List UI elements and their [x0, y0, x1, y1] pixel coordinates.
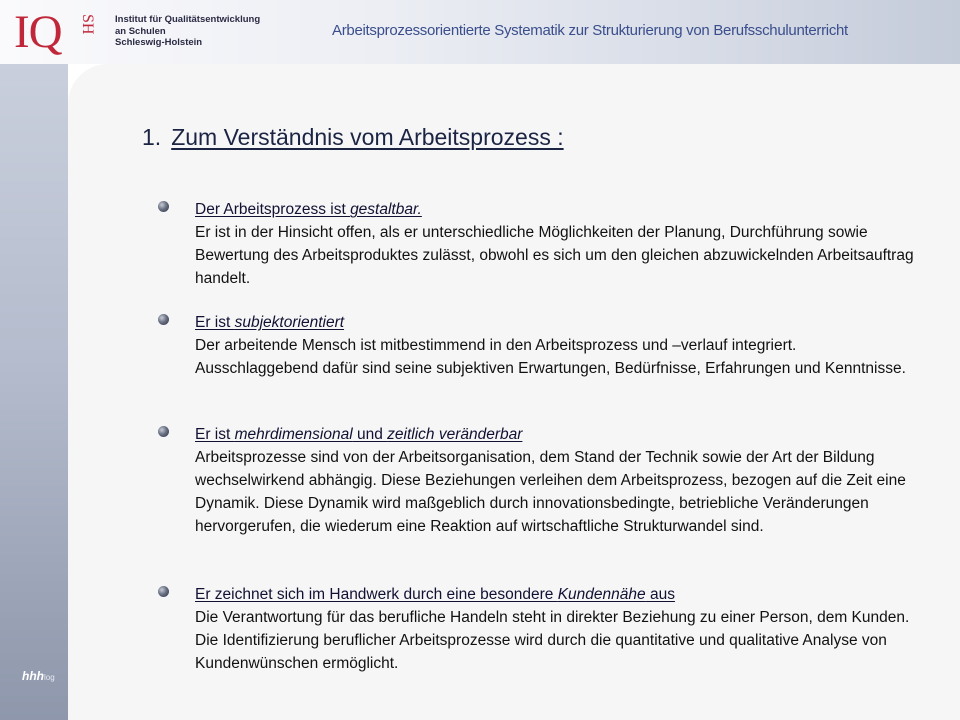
bullet-text: Der arbeitende Mensch ist mitbestimmend in den Arbeitsprozess und –verlauf integriert. Ausschlaggebend dafür sind seine subjektiven Erwartungen, Bedürfnisse, Erfahrungen und Kenntnisse.	[195, 337, 906, 377]
slide-title	[142, 124, 564, 151]
bullet-body	[195, 423, 915, 538]
bullet-heading	[195, 426, 522, 443]
bullet-heading-emphasis: mehrdimensional	[234, 426, 353, 443]
institute-line: Institut für Qualitätsentwicklung	[115, 14, 261, 25]
bullet-dot-icon	[158, 586, 169, 597]
bullet-heading	[195, 586, 675, 603]
bullet-heading-emphasis: zeitlich veränderbar	[387, 426, 523, 443]
slide-title-number: 1.	[142, 124, 162, 150]
bullet-body	[195, 198, 915, 290]
bullet-text: Arbeitsprozesse sind von der Arbeitsorganisation, dem Stand der Technik sowie der Art der Bildung wechselwirkend abhängig. Diese Beziehungen verleihen dem Arbeitsprozess, bezogen auf die Zeit eine Dynamik. Diese Dynamik wird maßgeblich durch innovationsbedingte, betriebliche Veränderungen hervorgerufen, die wiederum eine Reaktion auf wirtschaftliche Strukturwandel sind.	[195, 449, 906, 535]
iqsh-logo-vertical	[78, 12, 98, 56]
presentation-title: Arbeitsprozessorientierte Systematik zur Strukturierung von Berufsschulunterricht	[332, 22, 848, 39]
bullet-heading	[195, 314, 344, 331]
header-bar	[0, 0, 960, 64]
bullet-heading-text: Er ist	[195, 314, 235, 331]
hhh-logo-suffix: log	[44, 673, 55, 682]
bullet-heading-text: Er zeichnet sich im Handwerk durch eine besondere	[195, 586, 558, 603]
bullet-heading-text: aus	[645, 586, 675, 603]
bullet-body	[195, 583, 915, 675]
bullet-body	[195, 311, 915, 380]
hhh-logo	[22, 669, 55, 683]
bullet-heading-emphasis: subjektorientiert	[234, 314, 345, 331]
institute-name	[115, 14, 260, 49]
hhh-logo-text: hhh	[22, 669, 44, 683]
left-sidebar	[0, 64, 68, 720]
bullet-dot-icon	[158, 426, 169, 437]
iqsh-logo: IQ	[14, 6, 62, 58]
bullet-heading-emphasis: Kundennähe	[557, 586, 646, 603]
bullet-heading-emphasis: gestaltbar.	[350, 201, 422, 218]
bullet-dot-icon	[158, 201, 169, 212]
bullet-heading	[195, 201, 422, 218]
bullet-heading-text: Er ist	[195, 426, 235, 443]
bullet-text: Er ist in der Hinsicht offen, als er unterschiedliche Möglichkeiten der Planung, Durchführung sowie Bewertung des Arbeitsproduktes zulässt, obwohl es sich um den gleichen abzuwickelnden Arbeitsauftrag handelt.	[195, 224, 914, 287]
bullet-heading-text: Der Arbeitsprozess ist	[195, 201, 351, 218]
bullet-text: Die Verantwortung für das berufliche Handeln steht in direkter Beziehung zu einer Person, dem Kunden. Die Identifizierung beruflicher Arbeitsprozesse wird durch die quantitative und qualitative Analyse von Kundenwünschen ermöglicht.	[195, 609, 910, 672]
logo-letters-sh: SH	[79, 14, 96, 35]
institute-line: an Schulen	[115, 25, 166, 37]
bullet-heading-text: und	[352, 426, 388, 443]
bullet-dot-icon	[158, 314, 169, 325]
slide-title-text: Zum Verständnis vom Arbeitsprozess :	[171, 124, 564, 150]
institute-line: Schleswig-Holstein	[115, 37, 203, 48]
